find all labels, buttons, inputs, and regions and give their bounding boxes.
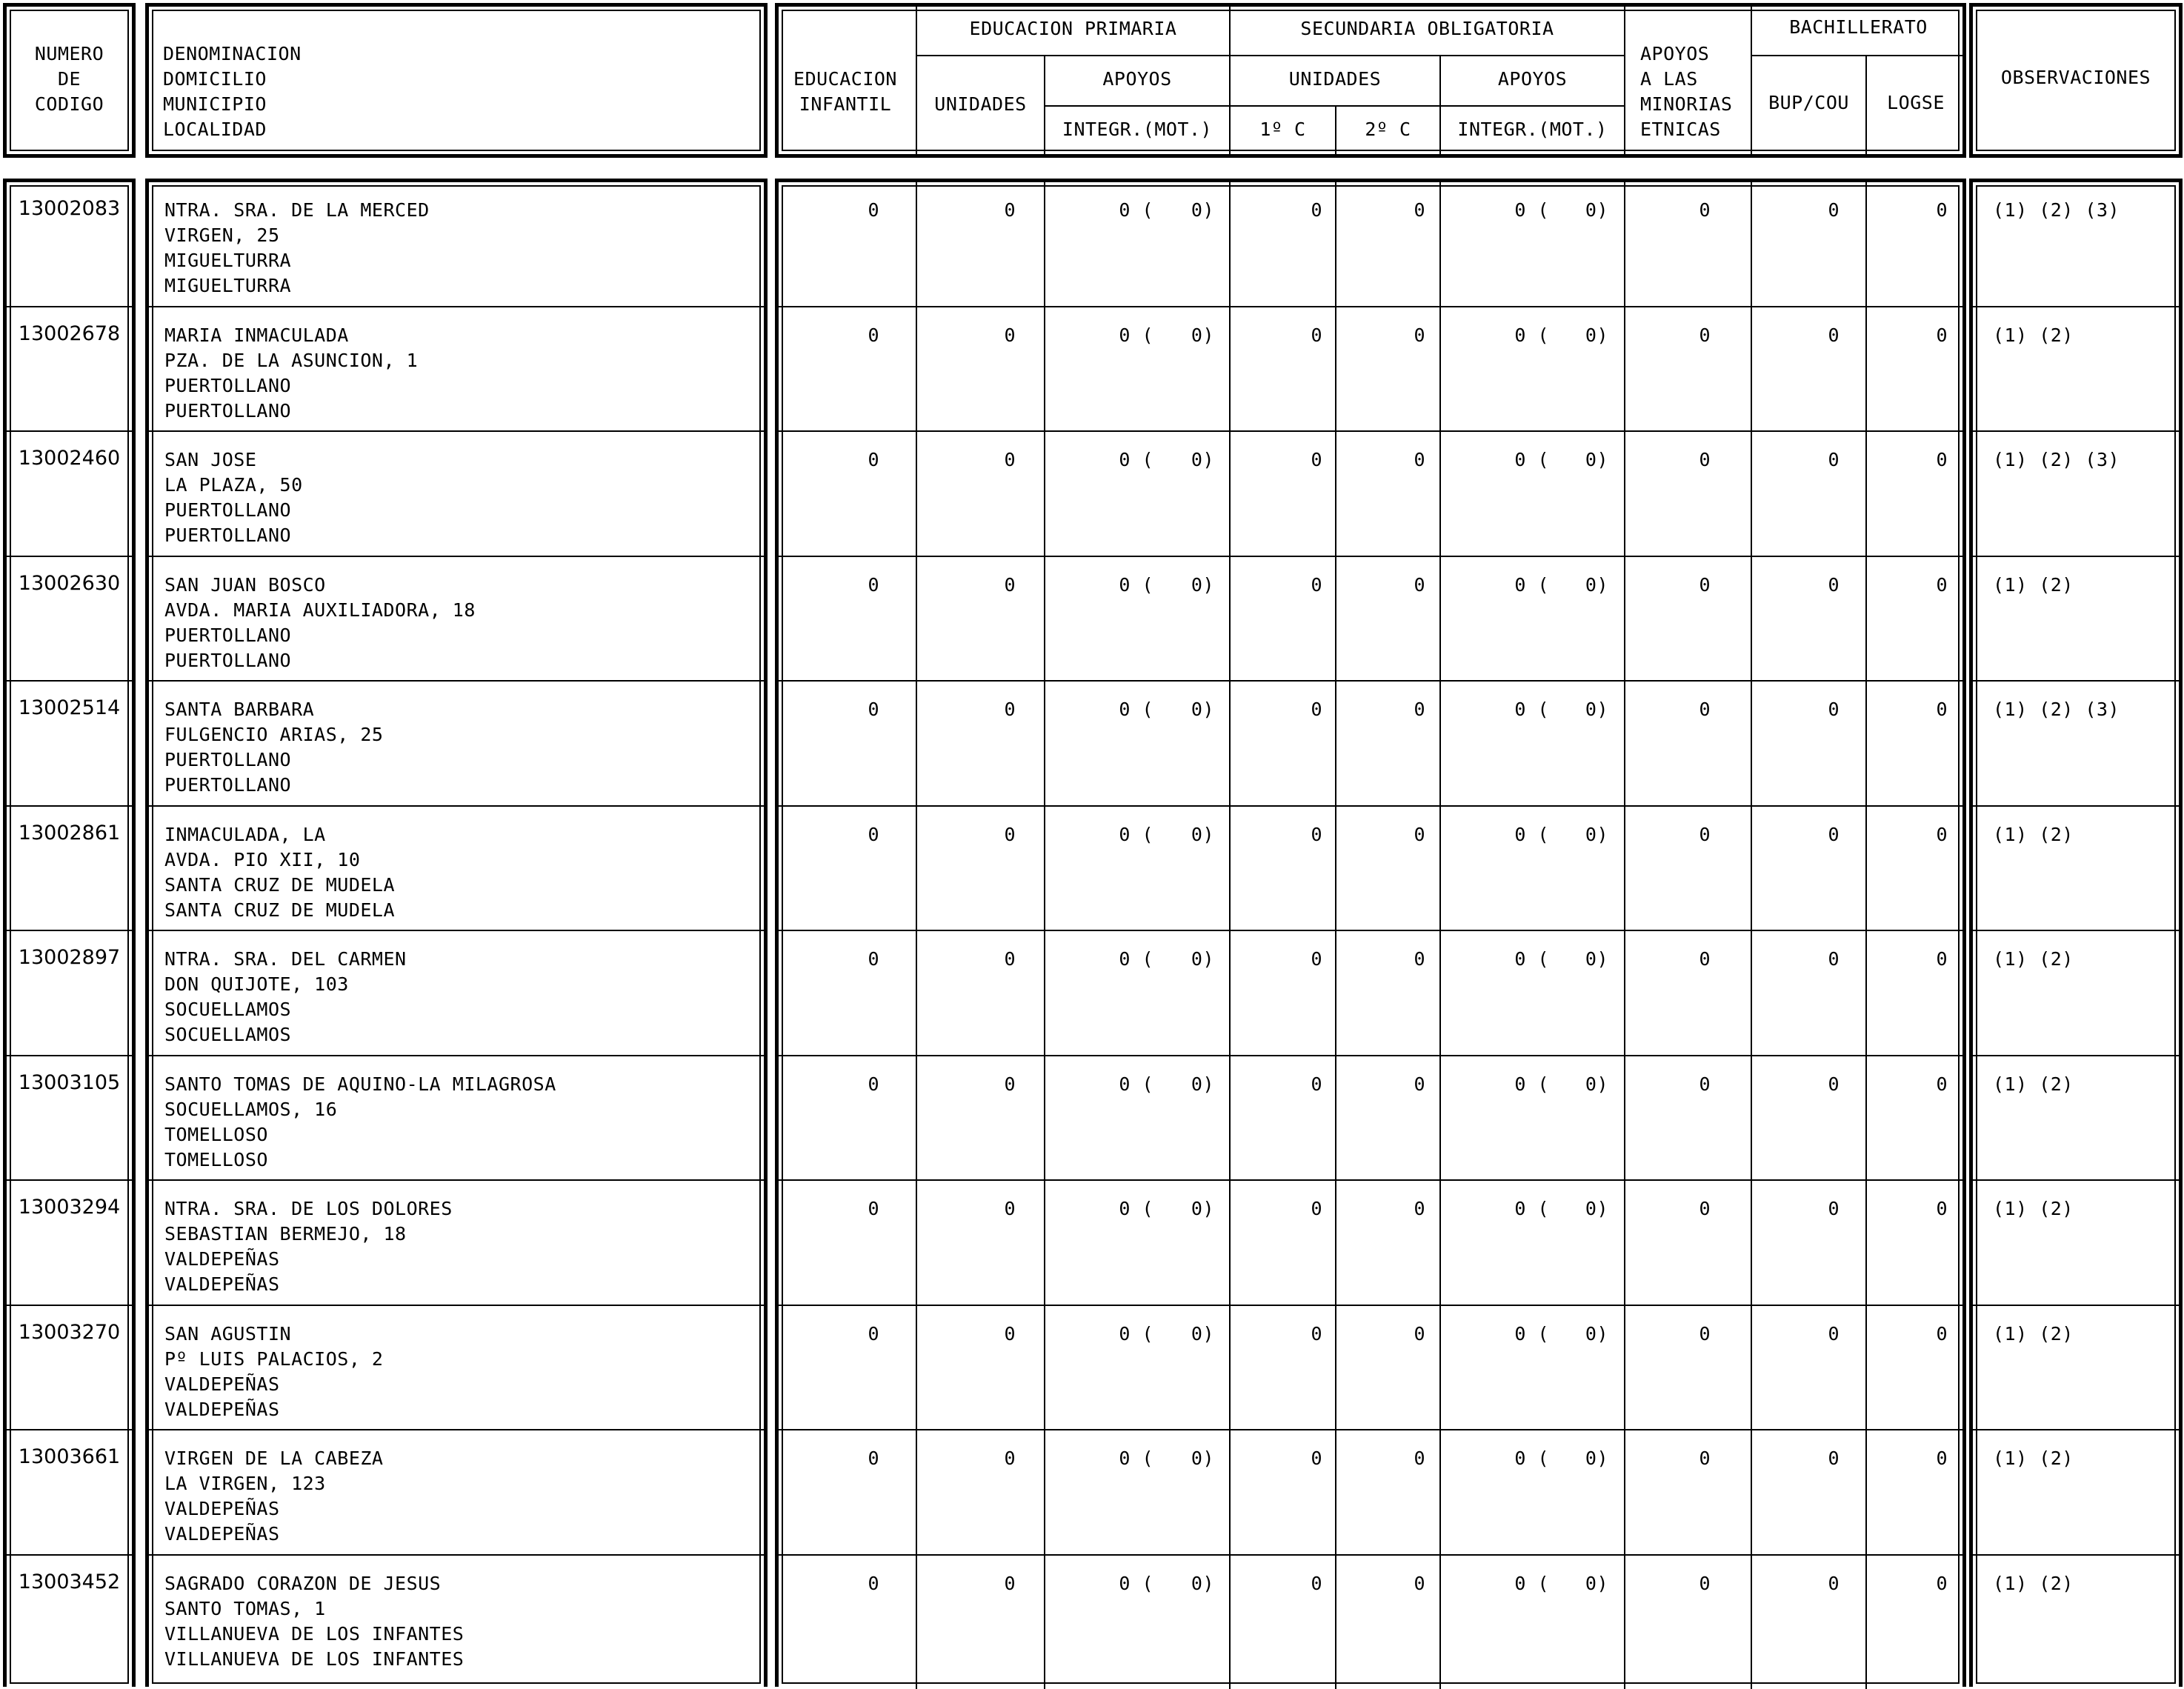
- row-bup-cou: 0: [1828, 574, 1840, 596]
- row-ep-apoyos: 0 (: [1119, 1448, 1153, 1469]
- row-logse: 0: [1936, 1323, 1948, 1345]
- row-ep-integr-mot: 0): [1191, 574, 1214, 596]
- row-separator-line: [1969, 930, 2183, 931]
- row-denominacion: SAN JOSE: [164, 449, 257, 470]
- row-so-apoyos: 0 (: [1514, 1573, 1549, 1594]
- row-so-2c: 0: [1414, 824, 1425, 845]
- row-separator-line: [3, 1055, 136, 1056]
- header-observaciones: OBSERVACIONES: [2000, 67, 2151, 88]
- row-code: 13002083: [18, 197, 121, 220]
- row-bup-cou: 0: [1828, 1198, 1840, 1219]
- row-separator-line: [145, 805, 768, 807]
- row-ep-integr-mot: 0): [1191, 1073, 1214, 1095]
- row-logse: 0: [1936, 199, 1948, 221]
- row-ep-apoyos: 0 (: [1119, 574, 1153, 596]
- row-ep-unidades: 0: [1004, 948, 1016, 970]
- row-denominacion: NTRA. SRA. DEL CARMEN: [164, 948, 407, 970]
- row-separator-line: [1969, 1055, 2183, 1056]
- row-observaciones: (1) (2): [1993, 948, 2074, 970]
- row-municipio: VALDEPEÑAS: [164, 1498, 280, 1519]
- row-separator-line: [775, 1055, 1966, 1056]
- row-so-integr-mot: 0): [1585, 824, 1608, 845]
- row-so-apoyos: 0 (: [1514, 824, 1549, 845]
- row-domicilio: SOCUELLAMOS, 16: [164, 1099, 338, 1120]
- row-localidad: VALDEPEÑAS: [164, 1273, 280, 1295]
- row-separator-line: [1969, 430, 2183, 432]
- row-ep-integr-mot: 0): [1191, 824, 1214, 845]
- row-bup-cou: 0: [1828, 449, 1840, 470]
- row-so-apoyos: 0 (: [1514, 1323, 1549, 1345]
- row-domicilio: Pº LUIS PALACIOS, 2: [164, 1348, 384, 1370]
- row-domicilio: LA PLAZA, 50: [164, 474, 303, 496]
- row-separator-line: [145, 306, 768, 307]
- row-ep-apoyos: 0 (: [1119, 324, 1153, 346]
- row-logse: 0: [1936, 1198, 1948, 1219]
- header-educacion: EDUCACION: [793, 68, 897, 90]
- row-so-integr-mot: 0): [1585, 574, 1608, 596]
- row-observaciones: (1) (2): [1993, 1198, 2074, 1219]
- row-denominacion: VIRGEN DE LA CABEZA: [164, 1448, 384, 1469]
- row-so-integr-mot: 0): [1585, 1323, 1608, 1345]
- header-bup-cou: BUP/COU: [1768, 92, 1849, 113]
- header-so-2c: 2º C: [1365, 119, 1411, 140]
- row-bup-cou: 0: [1828, 824, 1840, 845]
- header-a-las: A LAS: [1640, 68, 1698, 90]
- row-localidad: TOMELLOSO: [164, 1149, 268, 1170]
- row-minorias-etnicas: 0: [1699, 1323, 1711, 1345]
- header-numero: NUMERO: [34, 43, 104, 64]
- row-educacion-infantil: 0: [868, 199, 879, 221]
- row-code: 13002630: [18, 572, 121, 595]
- row-minorias-etnicas: 0: [1699, 199, 1711, 221]
- row-municipio: PUERTOLLANO: [164, 499, 292, 521]
- row-domicilio: SANTO TOMAS, 1: [164, 1598, 326, 1619]
- row-separator-line: [1969, 680, 2183, 682]
- row-separator-line: [775, 430, 1966, 432]
- row-localidad: PUERTOLLANO: [164, 774, 292, 796]
- row-logse: 0: [1936, 574, 1948, 596]
- row-domicilio: AVDA. PIO XII, 10: [164, 849, 361, 870]
- row-ep-apoyos: 0 (: [1119, 1073, 1153, 1095]
- row-educacion-infantil: 0: [868, 324, 879, 346]
- row-so-1c: 0: [1311, 199, 1322, 221]
- row-ep-apoyos: 0 (: [1119, 199, 1153, 221]
- row-so-2c: 0: [1414, 1573, 1425, 1594]
- row-bup-cou: 0: [1828, 1448, 1840, 1469]
- row-so-2c: 0: [1414, 1448, 1425, 1469]
- row-denominacion: SAN JUAN BOSCO: [164, 574, 326, 596]
- header-so-integr: INTEGR.(MOT.): [1457, 119, 1608, 140]
- row-ep-integr-mot: 0): [1191, 324, 1214, 346]
- row-so-apoyos: 0 (: [1514, 574, 1549, 596]
- row-separator-line: [3, 1179, 136, 1181]
- row-so-2c: 0: [1414, 948, 1425, 970]
- row-ep-unidades: 0: [1004, 574, 1016, 596]
- row-separator-line: [775, 805, 1966, 807]
- row-so-apoyos: 0 (: [1514, 1448, 1549, 1469]
- row-localidad: SANTA CRUZ DE MUDELA: [164, 899, 396, 921]
- row-denominacion: INMACULADA, LA: [164, 824, 326, 845]
- hdr-hline-sub: [1044, 105, 1624, 107]
- row-minorias-etnicas: 0: [1699, 1448, 1711, 1469]
- row-domicilio: SEBASTIAN BERMEJO, 18: [164, 1223, 407, 1245]
- row-code: 13002678: [18, 322, 121, 345]
- header-educacion-primaria: EDUCACION PRIMARIA: [969, 18, 1177, 39]
- row-localidad: MIGUELTURRA: [164, 275, 292, 296]
- row-domicilio: DON QUIJOTE, 103: [164, 973, 349, 995]
- row-bup-cou: 0: [1828, 1323, 1840, 1345]
- row-separator-line: [3, 930, 136, 931]
- row-minorias-etnicas: 0: [1699, 324, 1711, 346]
- row-separator-line: [1969, 1429, 2183, 1430]
- row-minorias-etnicas: 0: [1699, 824, 1711, 845]
- header-infantil: INFANTIL: [799, 93, 892, 115]
- header-etnicas: ETNICAS: [1640, 119, 1721, 140]
- row-separator-line: [775, 1305, 1966, 1306]
- row-so-integr-mot: 0): [1585, 699, 1608, 720]
- header-codigo: CODIGO: [34, 93, 104, 115]
- header-so-apoyos: APOYOS: [1497, 68, 1568, 90]
- row-ep-unidades: 0: [1004, 199, 1016, 221]
- row-separator-line: [145, 1429, 768, 1430]
- row-code: 13002861: [18, 822, 121, 844]
- header-apoyos: APOYOS: [1640, 43, 1710, 64]
- row-so-integr-mot: 0): [1585, 1573, 1608, 1594]
- row-municipio: PUERTOLLANO: [164, 749, 292, 770]
- row-ep-integr-mot: 0): [1191, 699, 1214, 720]
- row-separator-line: [3, 430, 136, 432]
- row-so-1c: 0: [1311, 449, 1322, 470]
- row-ep-integr-mot: 0): [1191, 449, 1214, 470]
- row-so-integr-mot: 0): [1585, 1448, 1608, 1469]
- header-de: DE: [57, 68, 81, 90]
- row-ep-apoyos: 0 (: [1119, 1198, 1153, 1219]
- row-separator-line: [775, 1179, 1966, 1181]
- row-domicilio: AVDA. MARIA AUXILIADORA, 18: [164, 599, 476, 621]
- row-observaciones: (1) (2): [1993, 1573, 2074, 1594]
- row-municipio: VALDEPEÑAS: [164, 1373, 280, 1395]
- row-ep-integr-mot: 0): [1191, 1573, 1214, 1594]
- row-bup-cou: 0: [1828, 699, 1840, 720]
- row-ep-integr-mot: 0): [1191, 1198, 1214, 1219]
- row-logse: 0: [1936, 324, 1948, 346]
- row-domicilio: VIRGEN, 25: [164, 224, 280, 246]
- header-so-unidades: UNIDADES: [1288, 68, 1382, 90]
- row-denominacion: NTRA. SRA. DE LA MERCED: [164, 199, 430, 221]
- row-separator-line: [145, 1179, 768, 1181]
- row-educacion-infantil: 0: [868, 1323, 879, 1345]
- row-separator-line: [775, 1429, 1966, 1430]
- row-observaciones: (1) (2) (3): [1993, 449, 2120, 470]
- row-so-2c: 0: [1414, 449, 1425, 470]
- row-logse: 0: [1936, 948, 1948, 970]
- row-ep-unidades: 0: [1004, 1448, 1016, 1469]
- row-separator-line: [1969, 805, 2183, 807]
- row-ep-unidades: 0: [1004, 824, 1016, 845]
- row-ep-apoyos: 0 (: [1119, 449, 1153, 470]
- header-logse: LOGSE: [1887, 92, 1945, 113]
- row-separator-line: [145, 556, 768, 557]
- row-ep-unidades: 0: [1004, 1073, 1016, 1095]
- row-so-2c: 0: [1414, 699, 1425, 720]
- row-ep-unidades: 0: [1004, 1323, 1016, 1345]
- row-municipio: VALDEPEÑAS: [164, 1248, 280, 1270]
- row-domicilio: PZA. DE LA ASUNCION, 1: [164, 350, 419, 371]
- row-code: 13003661: [18, 1445, 121, 1468]
- row-so-2c: 0: [1414, 324, 1425, 346]
- row-observaciones: (1) (2): [1993, 1323, 2074, 1345]
- row-municipio: TOMELLOSO: [164, 1124, 268, 1145]
- header-so-1c: 1º C: [1259, 119, 1306, 140]
- row-so-2c: 0: [1414, 1323, 1425, 1345]
- row-so-integr-mot: 0): [1585, 1198, 1608, 1219]
- row-ep-integr-mot: 0): [1191, 1448, 1214, 1469]
- row-ep-unidades: 0: [1004, 324, 1016, 346]
- row-so-apoyos: 0 (: [1514, 199, 1549, 221]
- row-ep-apoyos: 0 (: [1119, 824, 1153, 845]
- row-ep-apoyos: 0 (: [1119, 1323, 1153, 1345]
- row-so-apoyos: 0 (: [1514, 1198, 1549, 1219]
- row-observaciones: (1) (2): [1993, 574, 2074, 596]
- header-minorias: MINORIAS: [1640, 93, 1733, 115]
- row-educacion-infantil: 0: [868, 1073, 879, 1095]
- row-separator-line: [3, 306, 136, 307]
- row-observaciones: (1) (2): [1993, 1448, 2074, 1469]
- row-bup-cou: 0: [1828, 199, 1840, 221]
- row-code: 13003452: [18, 1570, 121, 1593]
- row-separator-line: [3, 556, 136, 557]
- row-separator-line: [775, 556, 1966, 557]
- row-so-integr-mot: 0): [1585, 324, 1608, 346]
- row-separator-line: [3, 680, 136, 682]
- row-so-1c: 0: [1311, 824, 1322, 845]
- row-so-1c: 0: [1311, 574, 1322, 596]
- row-logse: 0: [1936, 449, 1948, 470]
- row-code: 13003105: [18, 1071, 121, 1094]
- row-denominacion: MARIA INMACULADA: [164, 324, 349, 346]
- row-educacion-infantil: 0: [868, 1448, 879, 1469]
- row-so-integr-mot: 0): [1585, 449, 1608, 470]
- row-denominacion: SANTA BARBARA: [164, 699, 315, 720]
- hdr-vline-minorias: [1624, 4, 1625, 156]
- row-minorias-etnicas: 0: [1699, 948, 1711, 970]
- row-educacion-infantil: 0: [868, 449, 879, 470]
- row-localidad: PUERTOLLANO: [164, 400, 292, 422]
- header-localidad: LOCALIDAD: [163, 119, 267, 140]
- row-localidad: SOCUELLAMOS: [164, 1024, 292, 1045]
- row-separator-line: [3, 805, 136, 807]
- header-ep-apoyos: APOYOS: [1102, 68, 1172, 90]
- row-bup-cou: 0: [1828, 324, 1840, 346]
- row-municipio: PUERTOLLANO: [164, 624, 292, 646]
- row-localidad: VILLANUEVA DE LOS INFANTES: [164, 1648, 465, 1670]
- row-so-integr-mot: 0): [1585, 948, 1608, 970]
- row-separator-line: [1969, 306, 2183, 307]
- row-logse: 0: [1936, 699, 1948, 720]
- row-code: 13002460: [18, 447, 121, 470]
- row-localidad: VALDEPEÑAS: [164, 1399, 280, 1420]
- row-educacion-infantil: 0: [868, 1573, 879, 1594]
- row-localidad: VALDEPEÑAS: [164, 1523, 280, 1545]
- row-so-1c: 0: [1311, 1448, 1322, 1469]
- row-separator-line: [775, 306, 1966, 307]
- row-bup-cou: 0: [1828, 948, 1840, 970]
- row-so-1c: 0: [1311, 699, 1322, 720]
- row-denominacion: SANTO TOMAS DE AQUINO-LA MILAGROSA: [164, 1073, 556, 1095]
- row-bup-cou: 0: [1828, 1573, 1840, 1594]
- row-bup-cou: 0: [1828, 1073, 1840, 1095]
- row-localidad: PUERTOLLANO: [164, 524, 292, 546]
- row-so-integr-mot: 0): [1585, 199, 1608, 221]
- row-code: 13002897: [18, 946, 121, 969]
- row-separator-line: [775, 1554, 1966, 1556]
- row-separator-line: [145, 430, 768, 432]
- row-ep-apoyos: 0 (: [1119, 948, 1153, 970]
- row-separator-line: [145, 1554, 768, 1556]
- row-separator-line: [775, 930, 1966, 931]
- row-separator-line: [775, 680, 1966, 682]
- row-separator-line: [1969, 556, 2183, 557]
- header-municipio: MUNICIPIO: [163, 93, 267, 115]
- row-ep-integr-mot: 0): [1191, 1323, 1214, 1345]
- row-educacion-infantil: 0: [868, 574, 879, 596]
- row-code: 13002514: [18, 696, 121, 719]
- row-observaciones: (1) (2) (3): [1993, 199, 2120, 221]
- row-municipio: VILLANUEVA DE LOS INFANTES: [164, 1623, 465, 1645]
- row-minorias-etnicas: 0: [1699, 1198, 1711, 1219]
- row-municipio: MIGUELTURRA: [164, 250, 292, 271]
- row-denominacion: SAGRADO CORAZON DE JESUS: [164, 1573, 442, 1594]
- row-so-1c: 0: [1311, 1198, 1322, 1219]
- row-domicilio: LA VIRGEN, 123: [164, 1473, 326, 1494]
- row-minorias-etnicas: 0: [1699, 699, 1711, 720]
- row-separator-line: [1969, 1305, 2183, 1306]
- row-so-apoyos: 0 (: [1514, 699, 1549, 720]
- row-municipio: PUERTOLLANO: [164, 375, 292, 396]
- row-so-2c: 0: [1414, 574, 1425, 596]
- row-logse: 0: [1936, 1448, 1948, 1469]
- row-separator-line: [3, 1429, 136, 1430]
- row-ep-unidades: 0: [1004, 1198, 1016, 1219]
- row-educacion-infantil: 0: [868, 699, 879, 720]
- row-so-2c: 0: [1414, 199, 1425, 221]
- row-separator-line: [145, 930, 768, 931]
- row-ep-apoyos: 0 (: [1119, 1573, 1153, 1594]
- row-denominacion: SAN AGUSTIN: [164, 1323, 292, 1345]
- row-logse: 0: [1936, 1073, 1948, 1095]
- row-observaciones: (1) (2): [1993, 824, 2074, 845]
- row-separator-line: [3, 1305, 136, 1306]
- row-so-2c: 0: [1414, 1073, 1425, 1095]
- row-separator-line: [145, 680, 768, 682]
- row-so-1c: 0: [1311, 1073, 1322, 1095]
- row-ep-integr-mot: 0): [1191, 948, 1214, 970]
- row-domicilio: FULGENCIO ARIAS, 25: [164, 724, 384, 745]
- row-minorias-etnicas: 0: [1699, 1073, 1711, 1095]
- row-code: 13003294: [18, 1196, 121, 1219]
- row-educacion-infantil: 0: [868, 824, 879, 845]
- row-separator-line: [145, 1305, 768, 1306]
- row-so-1c: 0: [1311, 324, 1322, 346]
- row-so-apoyos: 0 (: [1514, 948, 1549, 970]
- header-domicilio: DOMICILIO: [163, 68, 267, 90]
- row-logse: 0: [1936, 1573, 1948, 1594]
- row-observaciones: (1) (2) (3): [1993, 699, 2120, 720]
- row-observaciones: (1) (2): [1993, 324, 2074, 346]
- row-so-integr-mot: 0): [1585, 1073, 1608, 1095]
- row-educacion-infantil: 0: [868, 948, 879, 970]
- row-denominacion: NTRA. SRA. DE LOS DOLORES: [164, 1198, 453, 1219]
- header-bachillerato: BACHILLERATO: [1789, 16, 1928, 38]
- row-code: 13003270: [18, 1321, 121, 1344]
- row-so-1c: 0: [1311, 1573, 1322, 1594]
- row-ep-unidades: 0: [1004, 449, 1016, 470]
- header-secundaria-obligatoria: SECUNDARIA OBLIGATORIA: [1300, 18, 1554, 39]
- hdr-hline-bach: [1751, 55, 1965, 56]
- row-ep-integr-mot: 0): [1191, 199, 1214, 221]
- row-educacion-infantil: 0: [868, 1198, 879, 1219]
- header-ep-unidades: UNIDADES: [934, 93, 1027, 115]
- row-observaciones: (1) (2): [1993, 1073, 2074, 1095]
- row-so-1c: 0: [1311, 1323, 1322, 1345]
- row-ep-apoyos: 0 (: [1119, 699, 1153, 720]
- row-separator-line: [3, 1554, 136, 1556]
- header-denominacion: DENOMINACION: [163, 43, 302, 64]
- row-separator-line: [145, 1055, 768, 1056]
- row-separator-line: [1969, 1179, 2183, 1181]
- row-so-2c: 0: [1414, 1198, 1425, 1219]
- header-ep-integr: INTEGR.(MOT.): [1062, 119, 1213, 140]
- row-municipio: SOCUELLAMOS: [164, 999, 292, 1020]
- row-ep-unidades: 0: [1004, 1573, 1016, 1594]
- row-minorias-etnicas: 0: [1699, 1573, 1711, 1594]
- row-logse: 0: [1936, 824, 1948, 845]
- row-localidad: PUERTOLLANO: [164, 650, 292, 671]
- row-minorias-etnicas: 0: [1699, 449, 1711, 470]
- row-ep-unidades: 0: [1004, 699, 1016, 720]
- row-so-apoyos: 0 (: [1514, 1073, 1549, 1095]
- row-separator-line: [1969, 1554, 2183, 1556]
- row-so-1c: 0: [1311, 948, 1322, 970]
- row-so-apoyos: 0 (: [1514, 324, 1549, 346]
- row-municipio: SANTA CRUZ DE MUDELA: [164, 874, 396, 896]
- hdr-hline-groups: [916, 55, 1624, 56]
- row-minorias-etnicas: 0: [1699, 574, 1711, 596]
- row-so-apoyos: 0 (: [1514, 449, 1549, 470]
